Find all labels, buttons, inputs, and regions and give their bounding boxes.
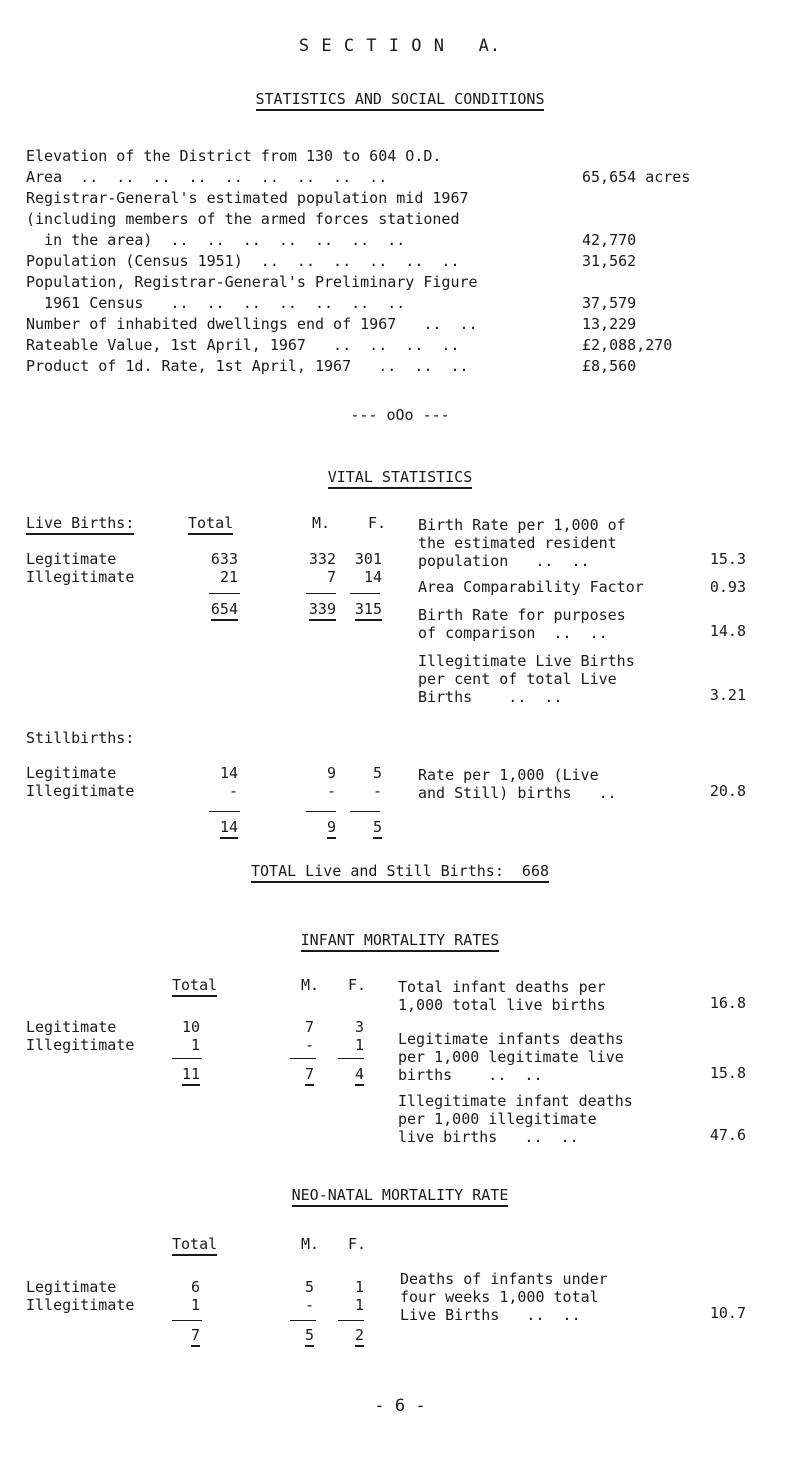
sum-female: 315 — [346, 602, 382, 617]
illegitimate-total: 1 — [190, 1296, 200, 1314]
legitimate-label: Legitimate — [26, 764, 117, 782]
rate-text: Illegitimate Live Births per cent of total Live Births .. .. — [418, 652, 635, 706]
rule — [338, 1058, 364, 1059]
rate-value: 0.93 — [709, 578, 746, 596]
general-row-value: £8,560 — [582, 357, 637, 375]
legitimate-male: 7 — [304, 1018, 314, 1036]
legitimate-male: 332 — [308, 550, 336, 568]
legitimate-female: 3 — [354, 1018, 364, 1036]
sum-male: 5 — [284, 1328, 314, 1343]
legitimate-female: 5 — [372, 764, 382, 782]
sum-total: 14 — [198, 820, 238, 835]
illegitimate-total: 21 — [219, 568, 238, 586]
still-rate-text: Rate per 1,000 (Live and Still) births .. — [418, 766, 617, 802]
total-header: Total — [172, 978, 217, 993]
legitimate-total: 6 — [190, 1278, 200, 1296]
rate-value: 14.8 — [709, 622, 746, 640]
live-births-label: Live Births: — [26, 516, 134, 531]
legitimate-male: 9 — [326, 764, 336, 782]
sum-female: 4 — [334, 1067, 364, 1082]
general-row-value: £2,088,270 — [582, 336, 673, 354]
legitimate-label: Legitimate — [26, 1278, 117, 1296]
rule — [306, 593, 336, 594]
separator: --- oOo --- — [350, 406, 450, 424]
rate-text: Birth Rate per 1,000 of the estimated resident population .. .. — [418, 516, 626, 570]
rule — [350, 593, 380, 594]
total-header: Total — [172, 1237, 217, 1252]
rate-value: 3.21 — [709, 686, 746, 704]
rule — [209, 811, 240, 812]
illegitimate-label: Illegitimate — [26, 782, 135, 800]
female-header: F. — [348, 976, 367, 994]
sum-male: 9 — [300, 820, 336, 835]
infant-rate-value: 47.6 — [709, 1126, 746, 1144]
rule — [306, 811, 336, 812]
illegitimate-label: Illegitimate — [26, 1036, 135, 1054]
rate-text: Birth Rate for purposes of comparison .. .. — [418, 606, 626, 642]
general-row-label: Registrar-General's estimated population mid 1967 — [26, 189, 469, 207]
illegitimate-total: - — [228, 782, 238, 800]
rule — [338, 1320, 364, 1321]
legitimate-label: Legitimate — [26, 550, 117, 568]
infant-mortality-title: INFANT MORTALITY RATES — [0, 933, 800, 948]
illegitimate-female: 1 — [354, 1296, 364, 1314]
infant-rate-value: 16.8 — [709, 994, 746, 1012]
male-header: M. — [301, 976, 320, 994]
illegitimate-female: 14 — [363, 568, 382, 586]
general-row-value: 65,654 acres — [582, 168, 691, 186]
illegitimate-female: - — [372, 782, 382, 800]
total-header: Total — [188, 516, 233, 531]
general-row-label: (including members of the armed forces stationed — [26, 210, 460, 228]
infant-rate-text: Total infant deaths per 1,000 total live births — [398, 978, 606, 1014]
total-births-line: TOTAL Live and Still Births: 668 — [0, 864, 800, 879]
general-row-value: 42,770 — [582, 231, 637, 249]
illegitimate-total: 1 — [190, 1036, 200, 1054]
illegitimate-label: Illegitimate — [26, 1296, 135, 1314]
general-row-label: Elevation of the District from 130 to 604 O.D. — [26, 147, 442, 165]
male-header: M. — [301, 1235, 320, 1253]
rule — [350, 811, 380, 812]
general-row-label: Population, Registrar-General's Preliminary Figure — [26, 273, 478, 291]
neonatal-mortality-title: NEO-NATAL MORTALITY RATE — [0, 1188, 800, 1203]
rule — [290, 1320, 316, 1321]
rate-text: Area Comparability Factor — [418, 578, 644, 596]
infant-rate-text: Illegitimate infant deaths per 1,000 illegitimate live births .. .. — [398, 1092, 633, 1146]
illegitimate-male: - — [304, 1296, 314, 1314]
still-rate-value: 20.8 — [709, 782, 746, 800]
general-row-label: Area .. .. .. .. .. .. .. .. .. — [26, 168, 388, 186]
vital-statistics-title: VITAL STATISTICS — [0, 470, 800, 485]
rate-value: 15.3 — [709, 550, 746, 568]
page-number: - 6 - — [374, 1396, 426, 1416]
rule — [209, 593, 240, 594]
legitimate-total: 10 — [181, 1018, 200, 1036]
sum-total: 7 — [160, 1328, 200, 1343]
sum-male: 7 — [284, 1067, 314, 1082]
general-row-label: Population (Census 1951) .. .. .. .. .. .. — [26, 252, 460, 270]
general-row-value: 13,229 — [582, 315, 637, 333]
legitimate-label: Legitimate — [26, 1018, 117, 1036]
legitimate-total: 14 — [219, 764, 238, 782]
sum-male: 339 — [300, 602, 336, 617]
general-row-label: in the area) .. .. .. .. .. .. .. — [26, 231, 406, 249]
legitimate-male: 5 — [304, 1278, 314, 1296]
section-heading: S E C T I O N A. — [298, 36, 502, 56]
rule — [172, 1320, 202, 1321]
illegitimate-male: - — [326, 782, 336, 800]
page-title: STATISTICS AND SOCIAL CONDITIONS — [0, 92, 800, 107]
illegitimate-male: 7 — [326, 568, 336, 586]
sum-female: 5 — [346, 820, 382, 835]
general-row-label: Rateable Value, 1st April, 1967 .. .. .. .. — [26, 336, 460, 354]
general-row-value: 37,579 — [582, 294, 637, 312]
stillbirths-label: Stillbirths: — [26, 729, 135, 747]
general-row-label: Product of 1d. Rate, 1st April, 1967 .. .. .. — [26, 357, 469, 375]
general-row-value: 31,562 — [582, 252, 637, 270]
legitimate-female: 1 — [354, 1278, 364, 1296]
infant-rate-value: 15.8 — [709, 1064, 746, 1082]
neonatal-rate-text: Deaths of infants under four weeks 1,000 total Live Births .. .. — [400, 1270, 608, 1324]
illegitimate-label: Illegitimate — [26, 568, 135, 586]
sum-total: 654 — [198, 602, 238, 617]
sum-total: 11 — [160, 1067, 200, 1082]
general-row-label: Number of inhabited dwellings end of 1967 .. .. — [26, 315, 478, 333]
rule — [172, 1058, 202, 1059]
female-header: F. — [368, 514, 387, 532]
neonatal-rate-value: 10.7 — [709, 1304, 746, 1322]
female-header: F. — [348, 1235, 367, 1253]
male-header: M. — [312, 514, 331, 532]
legitimate-female: 301 — [354, 550, 382, 568]
illegitimate-male: - — [304, 1036, 314, 1054]
general-row-label: 1961 Census .. .. .. .. .. .. .. — [26, 294, 406, 312]
legitimate-total: 633 — [210, 550, 238, 568]
sum-female: 2 — [334, 1328, 364, 1343]
infant-rate-text: Legitimate infants deaths per 1,000 legitimate live births .. .. — [398, 1030, 624, 1084]
rule — [290, 1058, 316, 1059]
illegitimate-female: 1 — [354, 1036, 364, 1054]
